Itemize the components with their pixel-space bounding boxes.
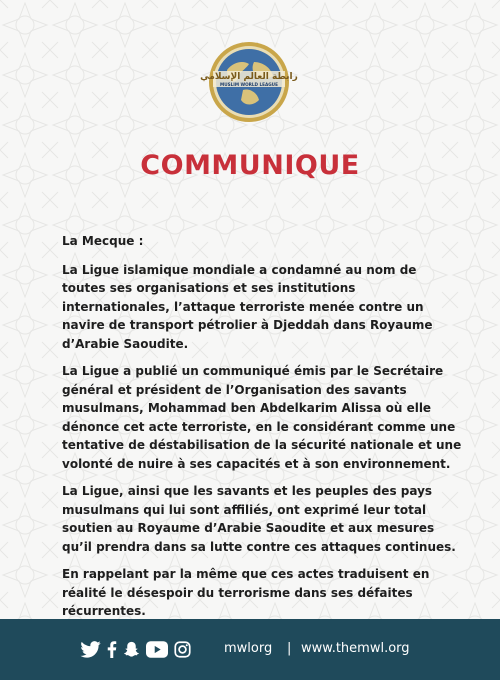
logo-english-text: MUSLIM WORLD LEAGUE bbox=[220, 82, 278, 87]
footer-separator: | bbox=[287, 641, 292, 656]
instagram-icon[interactable] bbox=[174, 641, 191, 658]
snapchat-icon[interactable] bbox=[123, 641, 140, 658]
paragraph-3: La Ligue, ainsi que les savants et les peuples des pays musulmans qui lui sont affiliés, ont exprimé leur total soutien au Royaume d’Arabie Saoudite et aux mesures qu’il prendra dans sa lutte contre ces attaques continues. bbox=[62, 484, 456, 554]
twitter-icon[interactable] bbox=[80, 641, 101, 658]
facebook-icon[interactable] bbox=[107, 641, 117, 658]
social-links bbox=[80, 639, 191, 659]
paragraph-4: En rappelant par la même que ces actes traduisent en réalité le désespoir du terrorisme dans ses défaites récurrentes. bbox=[62, 567, 430, 618]
dateline: La Mecque : bbox=[62, 234, 144, 248]
social-handle[interactable]: mwlorg bbox=[224, 641, 273, 656]
paragraph-1: La Ligue islamique mondiale a condamné au nom de toutes ses organisations et ses institutions internationales, l’attaque terroriste menée contre un navire de transport pétrolier à Djeddah dans Royaume d’Arabie Saoudite. bbox=[62, 262, 433, 351]
communique-body bbox=[62, 232, 464, 630]
muslim-world-league-logo bbox=[199, 40, 299, 124]
page-title: COMMUNIQUE bbox=[140, 150, 360, 181]
website-link[interactable]: www.themwl.org bbox=[301, 641, 410, 656]
paragraph-2: La Ligue a publié un communiqué émis par le Secrétaire général et président de l’Organisation des savants musulmans, Mohammad ben Abdelkarim Alissa où elle dénonce cet acte terroriste, en le considérant comme une tentative de déstabilisation de la sécurité nationale et une volonté de nuire à ses capacités et à son environnement. bbox=[62, 364, 462, 471]
footer-bar bbox=[0, 619, 500, 680]
youtube-icon[interactable] bbox=[146, 641, 168, 658]
logo-arabic-text: رابطة العالم الإسلامي bbox=[200, 72, 298, 82]
logo-emblem bbox=[199, 40, 299, 124]
